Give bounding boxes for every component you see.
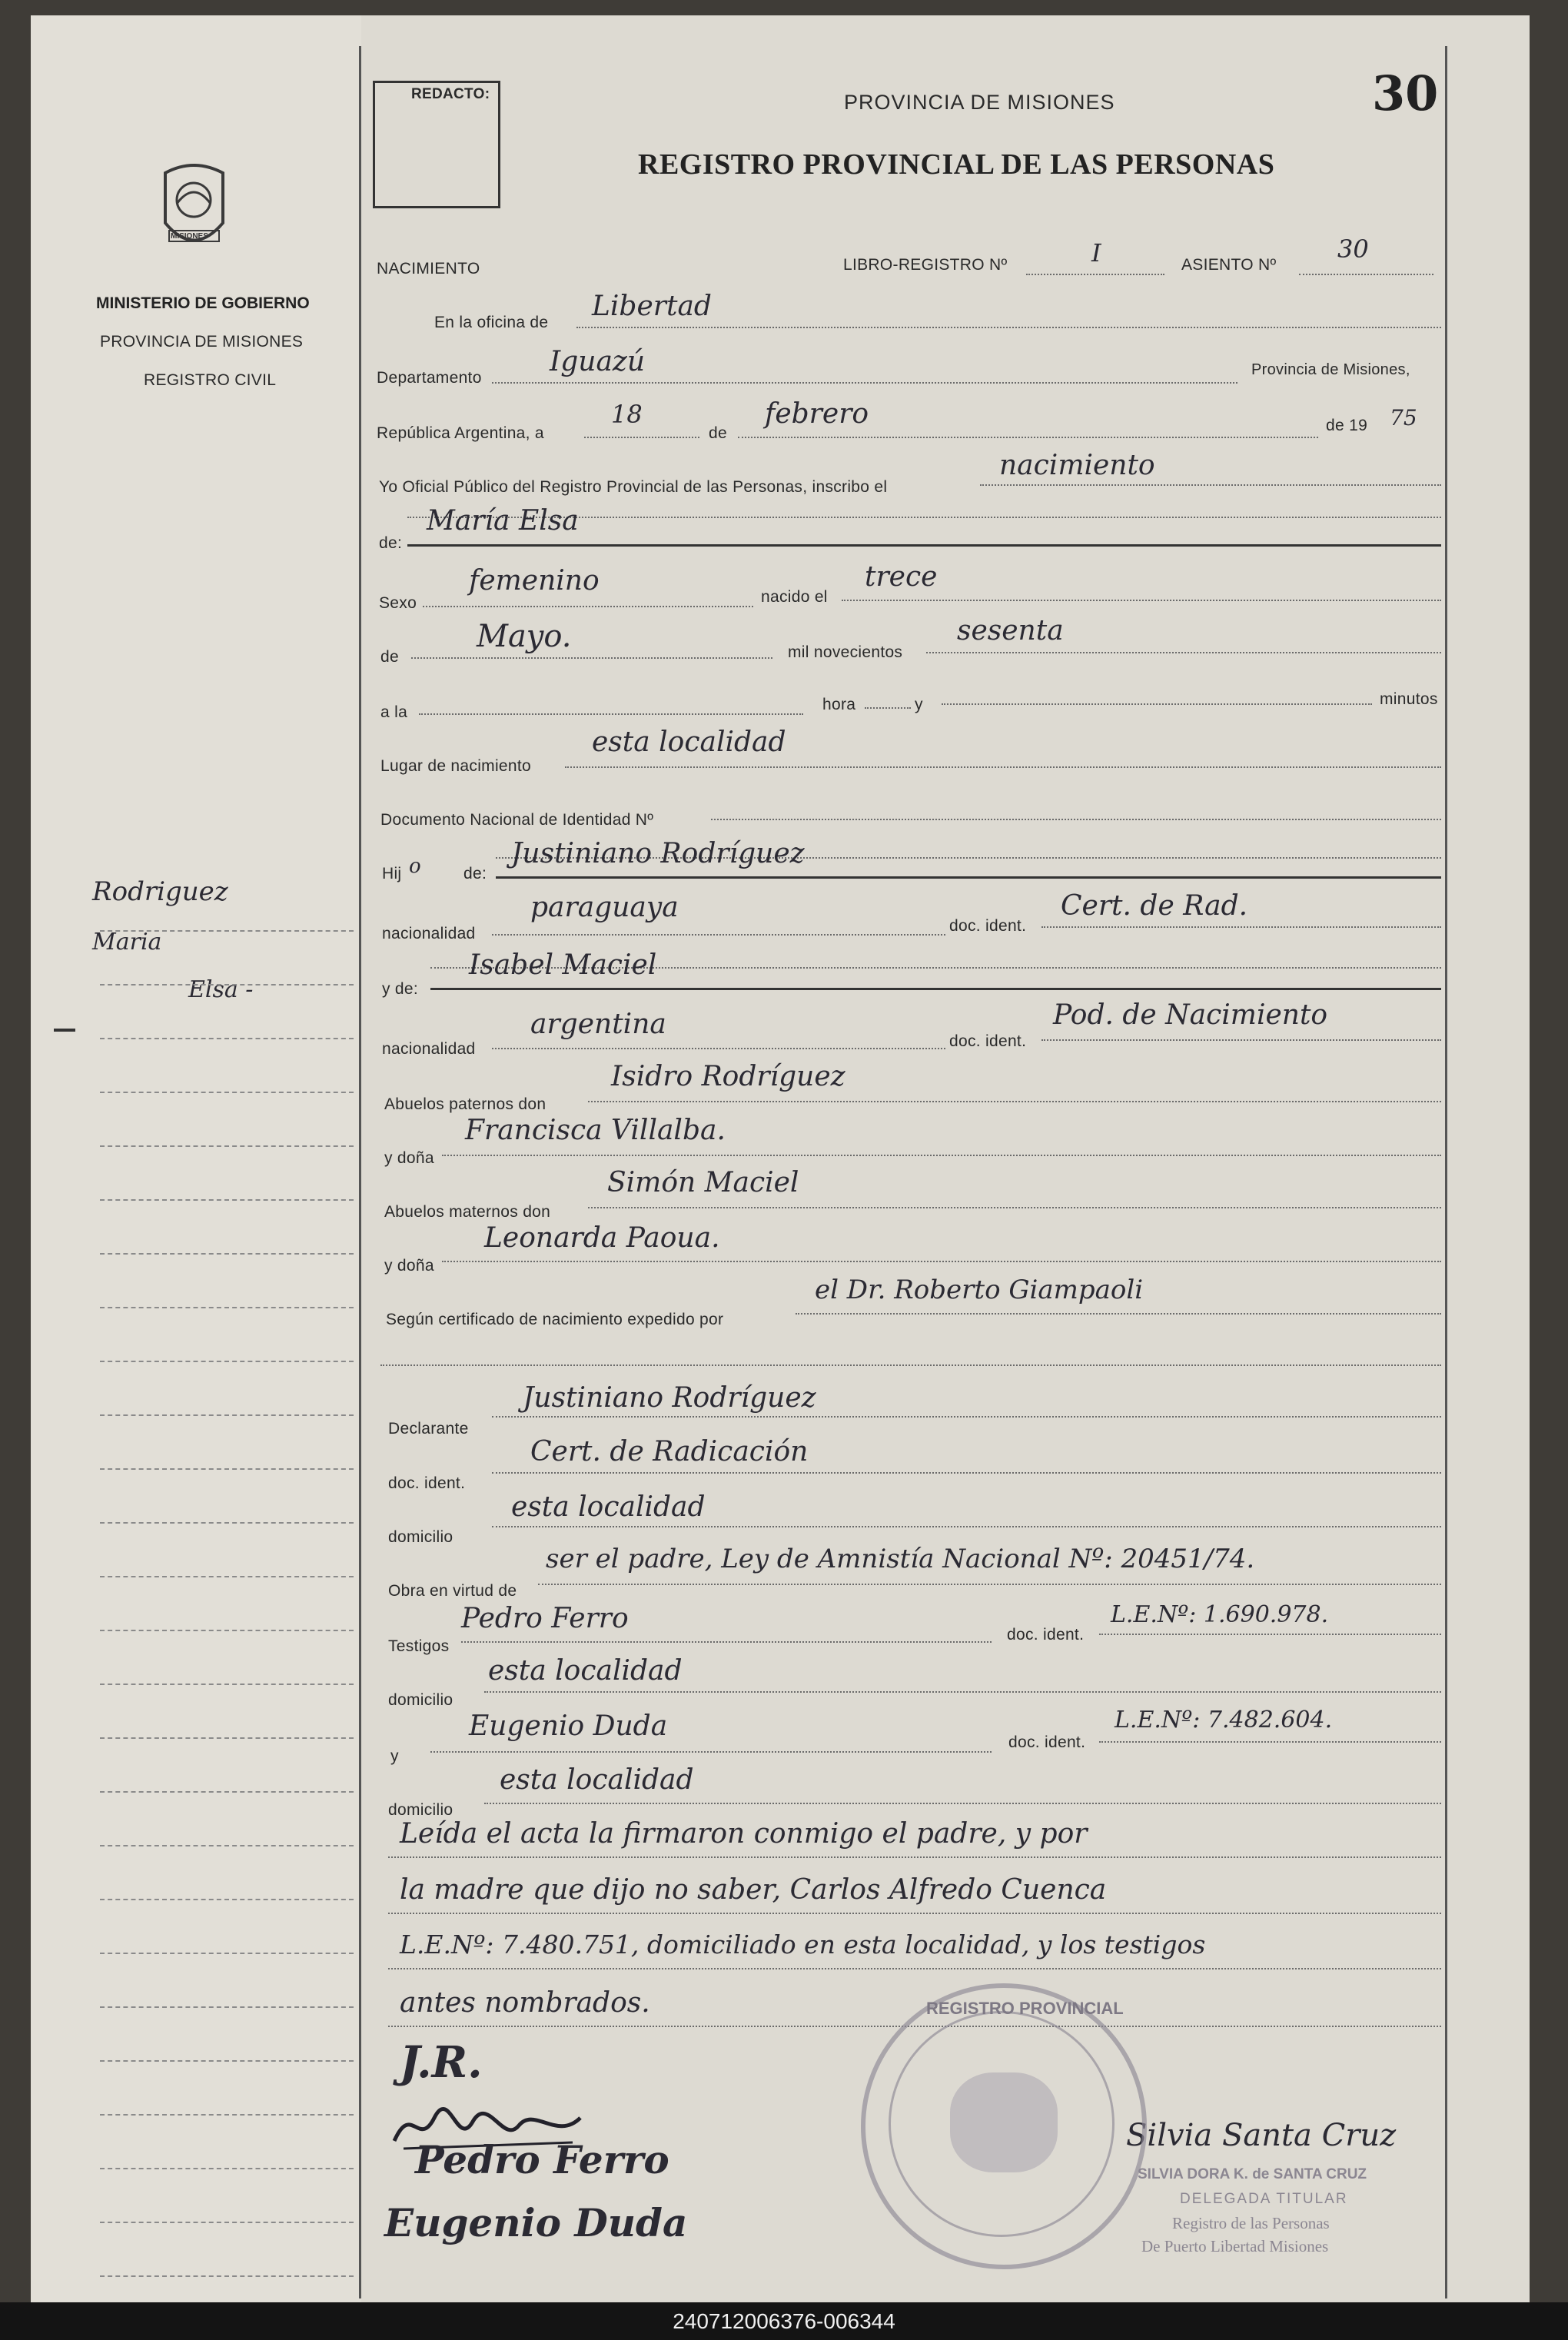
asiento-value: 30 <box>1337 234 1369 264</box>
ministry-line1: MINISTERIO DE GOBIERNO <box>96 294 310 312</box>
margin-ruled-line <box>100 2060 354 2062</box>
domicilio2-label: domicilio <box>388 1801 453 1819</box>
abuela-mat-value: Leonarda Paoua. <box>484 1222 720 1254</box>
y-dona-pat-label: y doña <box>384 1149 434 1167</box>
page-number: 30 <box>1372 65 1439 121</box>
doc-padre-label: doc. ident. <box>949 917 1027 935</box>
oficina-dots <box>576 327 1441 328</box>
nacido-label: nacido el <box>761 588 828 606</box>
margin-surname: Rodriguez <box>92 876 228 907</box>
texto1: Leída el acta la firmaron conmigo el padre, y por <box>400 1818 1088 1850</box>
testigos-label: Testigos <box>388 1637 450 1655</box>
registry-title: REGISTRO PROVINCIAL DE LAS PERSONAS <box>638 148 1275 181</box>
yo-oficial-value: nacimiento <box>999 450 1155 481</box>
doc-madre-dots <box>1041 1039 1441 1041</box>
testigo1-doc-label: doc. ident. <box>1007 1626 1085 1644</box>
domicilio2-dots <box>484 1803 1441 1804</box>
de-mes-label: de <box>709 424 727 442</box>
hijo-label: Hij <box>382 865 402 882</box>
margin-ruled-line <box>100 1468 354 1470</box>
signature-official: Silvia Santa Cruz <box>1126 2118 1397 2153</box>
abuela-pat-dots <box>442 1155 1441 1156</box>
abuelo-pat-dots <box>588 1101 1441 1102</box>
testigo2-doc-label: doc. ident. <box>1008 1733 1086 1751</box>
nacimiento-label: NACIMIENTO <box>377 260 480 278</box>
abuela-pat-value: Francisca Villalba. <box>465 1115 726 1146</box>
testigo1-value: Pedro Ferro <box>461 1603 629 1634</box>
domicilio1-label: domicilio <box>388 1691 453 1709</box>
domicilio1-dots <box>484 1691 1441 1693</box>
testigo1-doc: L.E.Nº: 1.690.978. <box>1111 1601 1329 1628</box>
declarante-label: Declarante <box>388 1420 469 1438</box>
dni-label: Documento Nacional de Identidad Nº <box>380 811 654 829</box>
obra-dots <box>538 1584 1441 1585</box>
margin-ruled-line <box>100 1684 354 1685</box>
domicilio1-value: esta localidad <box>488 1655 683 1687</box>
round-registry-stamp <box>861 1983 1147 2269</box>
hora-dots <box>865 707 911 709</box>
sexo-value: femenino <box>469 565 600 597</box>
texto2-dots <box>388 1913 1441 1914</box>
stamp-role: DELEGADA TITULAR <box>1180 2191 1348 2207</box>
texto1-dots <box>388 1856 1441 1858</box>
abuelo-pat-value: Isidro Rodríguez <box>611 1061 845 1092</box>
margin-ruled-line <box>100 1038 354 1039</box>
margin-second-name: Elsa - <box>188 976 254 1003</box>
segun-dots-2 <box>380 1364 1441 1366</box>
nacido-value: trece <box>865 561 938 593</box>
padre-underline <box>496 876 1441 879</box>
y2-label: y <box>390 1747 399 1765</box>
hijo-de-label: de: <box>463 865 487 882</box>
texto3-dots <box>388 1968 1441 1969</box>
margin-ruled-line <box>100 1953 354 1954</box>
margin-ruled-line <box>100 2006 354 2008</box>
doc-madre-value: Pod. de Nacimiento <box>1053 999 1328 1031</box>
texto2: la madre que dijo no saber, Carlos Alfredo Cuenca <box>400 1874 1107 1906</box>
madre-underline <box>430 988 1441 990</box>
testigo2-doc: L.E.Nº: 7.482.604. <box>1115 1707 1333 1733</box>
margin-ruled-line <box>100 2275 354 2277</box>
minutos-label: minutos <box>1380 690 1438 708</box>
mil-dots <box>926 652 1441 653</box>
libro-label: LIBRO-REGISTRO Nº <box>843 256 1008 274</box>
mil-value: sesenta <box>957 615 1064 646</box>
mes-dots <box>738 437 1318 438</box>
margin-ruled-line <box>100 2222 354 2223</box>
minutos-dots <box>942 703 1372 705</box>
abuelos-pat-label: Abuelos paternos don <box>384 1095 546 1113</box>
abuelo-mat-value: Simón Maciel <box>607 1167 799 1198</box>
obra-value: ser el padre, Ley de Amnistía Nacional Nº: 20451/74. <box>546 1544 1255 1574</box>
margin-ruled-line <box>100 1414 354 1416</box>
signature-witness-2: Eugenio Duda <box>384 2200 688 2245</box>
doc-decl-dots <box>492 1472 1441 1474</box>
dia-dots <box>584 437 699 438</box>
margin-ruled-line <box>100 2168 354 2169</box>
nac-madre-label: nacionalidad <box>382 1040 476 1058</box>
anio-value: 75 <box>1390 405 1417 430</box>
margin-mark <box>54 1029 75 1032</box>
ministry-line2: PROVINCIA DE MISIONES <box>100 333 304 351</box>
declarante-dots <box>492 1416 1441 1418</box>
stamp-name: SILVIA DORA K. de SANTA CRUZ <box>1138 2166 1367 2182</box>
doc-madre-label: doc. ident. <box>949 1032 1027 1050</box>
margin-ruled-line <box>100 1791 354 1793</box>
margin-ruled-line <box>100 930 354 932</box>
y-de-label: y de: <box>382 980 419 998</box>
footer-id: 240712006376-006344 <box>0 2302 1568 2340</box>
testigo2-dots <box>430 1751 992 1753</box>
margin-ruled-line <box>100 1845 354 1846</box>
padre-value: Justiniano Rodríguez <box>511 838 805 869</box>
margin-ruled-line <box>100 1576 354 1577</box>
nac-padre-dots <box>492 934 945 936</box>
margin-ruled-line <box>100 1145 354 1147</box>
departamento-dots <box>492 382 1237 384</box>
margin-ruled-line <box>100 2114 354 2116</box>
coat-of-arms-seal <box>158 158 231 258</box>
hora-label: hora <box>822 696 856 713</box>
testigo2-doc-dots <box>1099 1741 1441 1743</box>
mes-nac-value: Mayo. <box>477 619 572 654</box>
domicilio-decl-value: esta localidad <box>511 1491 706 1523</box>
asiento-dots <box>1299 274 1433 275</box>
signature-witness-1: Pedro Ferro <box>415 2137 669 2182</box>
abuelo-mat-dots <box>588 1207 1441 1208</box>
province-heading: PROVINCIA DE MISIONES <box>844 91 1115 114</box>
yo-oficial-label: Yo Oficial Público del Registro Provincial de las Personas, inscribo el <box>379 478 888 496</box>
lugar-label: Lugar de nacimiento <box>380 757 531 775</box>
doc-decl-label: doc. ident. <box>388 1474 466 1492</box>
margin-ruled-line <box>100 1199 354 1201</box>
margin-ruled-line <box>100 984 354 986</box>
y-label: y <box>915 696 923 713</box>
oficina-value: Libertad <box>592 291 712 322</box>
round-stamp-text: REGISTRO PROVINCIAL <box>926 1999 1124 2018</box>
lugar-dots <box>565 766 1441 768</box>
signature-initials: J.R. <box>400 2037 483 2088</box>
margin-first-name: Maria <box>92 929 162 956</box>
margin-ruled-line <box>100 1899 354 1900</box>
libro-value: I <box>1091 238 1101 268</box>
ministry-line3: REGISTRO CIVIL <box>144 371 277 389</box>
yo-oficial-dots <box>980 484 1441 486</box>
texto3: L.E.Nº: 7.480.751, domiciliado en esta localidad, y los testigos <box>400 1930 1206 1959</box>
margin-ruled-line <box>100 1630 354 1631</box>
de-nombre-underline <box>407 544 1441 547</box>
nac-padre-value: paraguaya <box>530 892 679 923</box>
departamento-value: Iguazú <box>550 346 646 377</box>
stamp-location: De Puerto Libertad Misiones <box>1141 2237 1329 2255</box>
nac-padre-label: nacionalidad <box>382 925 476 942</box>
domicilio-decl-label: domicilio <box>388 1528 453 1546</box>
testigo2-value: Eugenio Duda <box>469 1710 668 1742</box>
a-la-label: a la <box>380 703 408 721</box>
mes-value: febrero <box>765 398 869 430</box>
domicilio2-value: esta localidad <box>500 1764 694 1796</box>
nacido-dots <box>842 600 1441 601</box>
stamp-office: Registro de las Personas <box>1172 2214 1330 2232</box>
texto4: antes nombrados. <box>400 1987 650 2019</box>
margin-ruled-line <box>100 1522 354 1524</box>
de-nombre-label: de: <box>379 534 403 552</box>
margin-ruled-line <box>100 1737 354 1739</box>
doc-decl-value: Cert. de Radicación <box>530 1436 809 1467</box>
segun-value: el Dr. Roberto Giampaoli <box>815 1275 1144 1305</box>
libro-dots <box>1026 274 1164 275</box>
doc-padre-dots <box>1041 926 1441 928</box>
y-dona-mat-label: y doña <box>384 1257 434 1275</box>
lugar-value: esta localidad <box>592 726 786 758</box>
margin-ruled-line <box>100 1253 354 1255</box>
obra-label: Obra en virtud de <box>388 1582 517 1600</box>
asiento-label: ASIENTO Nº <box>1181 256 1277 274</box>
redacto-label: REDACTO: <box>411 86 490 102</box>
oficina-label: En la oficina de <box>434 314 549 331</box>
domicilio-decl-dots <box>492 1526 1441 1527</box>
republica-label: República Argentina, a <box>377 424 544 442</box>
de-nombre-value: María Elsa <box>427 505 579 537</box>
a-la-dots <box>419 713 803 715</box>
seal-text: MISIONES <box>171 232 208 241</box>
dni-dots <box>711 819 1441 820</box>
margin-ruled-line <box>100 1307 354 1308</box>
page-rule-left <box>359 46 361 2298</box>
de-mes-nac-label: de <box>380 648 399 666</box>
page-rule-right <box>1445 46 1447 2298</box>
madre-value: Isabel Maciel <box>469 949 657 981</box>
margin-ruled-line <box>100 1092 354 1093</box>
provincia-suffix: Provincia de Misiones, <box>1251 361 1410 378</box>
nac-madre-dots <box>492 1048 945 1049</box>
hijo-suffix: o <box>409 855 421 878</box>
sexo-dots <box>423 606 753 607</box>
declarante-value: Justiniano Rodríguez <box>523 1382 816 1414</box>
segun-label: Según certificado de nacimiento expedido por <box>386 1311 724 1328</box>
dia-value: 18 <box>611 400 643 429</box>
nac-madre-value: argentina <box>530 1009 666 1040</box>
margin-ruled-line <box>100 1361 354 1362</box>
mil-label: mil novecientos <box>788 643 903 661</box>
testigo1-doc-dots <box>1099 1634 1441 1635</box>
departamento-label: Departamento <box>377 369 482 387</box>
mes-nac-dots <box>411 657 772 659</box>
abuela-mat-dots <box>442 1261 1441 1262</box>
sexo-label: Sexo <box>379 594 417 612</box>
abuelos-mat-label: Abuelos maternos don <box>384 1203 551 1221</box>
anio-label: de 19 <box>1326 417 1368 434</box>
segun-dots <box>796 1313 1441 1315</box>
doc-padre-value: Cert. de Rad. <box>1061 890 1248 922</box>
left-margin-column <box>31 15 361 2302</box>
testigo1-dots <box>461 1641 992 1643</box>
